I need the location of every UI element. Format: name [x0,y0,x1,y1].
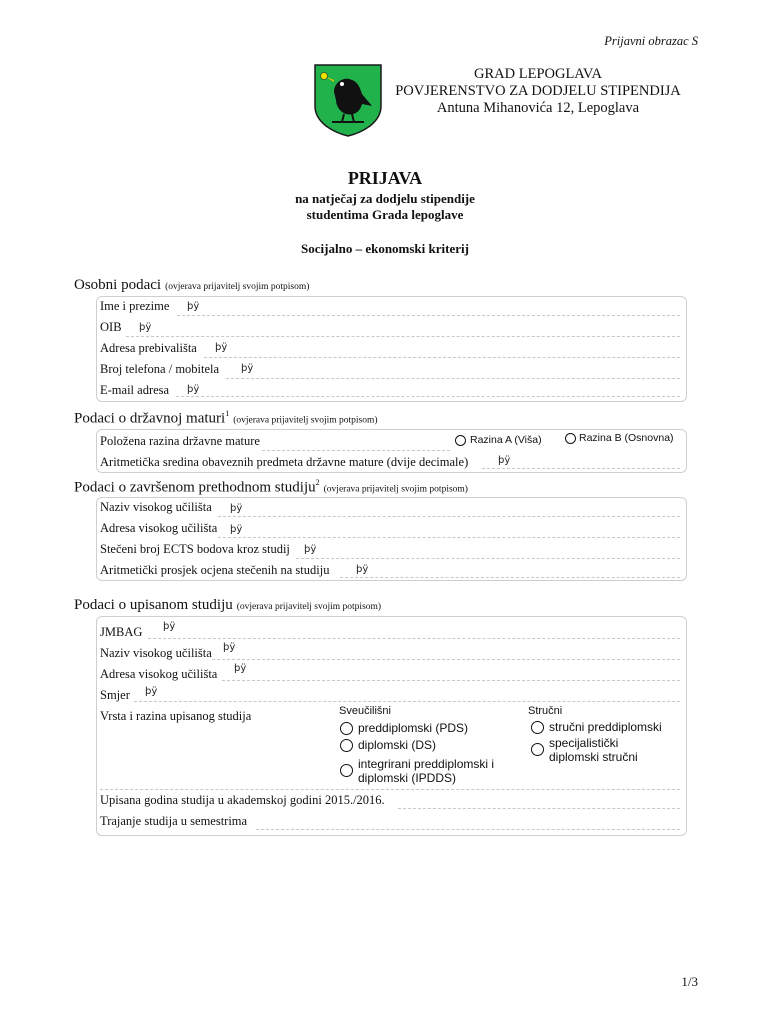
option-pds: preddiplomski (PDS) [358,721,469,735]
divider-line [100,789,680,790]
label-enrolled-year: Upisana godina studija u akademskoj godini 2015./2016. [100,793,385,807]
field-marker: þÿ [230,524,243,535]
subtitle-line-2: studentima Grada lepoglave [306,207,464,222]
section-matura-note: (ovjerava prijavitelj svojim potpisom) [233,415,378,426]
section-previous-title: Podaci o završenom prethodnom studiju [74,479,316,496]
label-email: E-mail adresa [100,383,170,397]
field-marker: þÿ [145,686,158,697]
heading-university: Sveučilišni [339,705,391,717]
field-marker: þÿ [215,342,228,353]
divider-line [262,450,450,451]
label-prev-average: Aritmetički prosjek ocjena stečenih na studiju [100,563,330,577]
input-oib[interactable] [126,336,680,337]
radio-ipdds[interactable] [340,764,353,777]
option-professional-specialist-line-1: specijalistički [549,736,619,750]
radio-level-a[interactable] [455,435,466,446]
heading-professional: Stručni [528,705,563,717]
criterion-title: Socijalno – ekonomski kriterij [301,241,469,256]
label-full-name: Ime i prezime [100,299,170,313]
radio-ds[interactable] [340,739,353,752]
page-number: 1/3 [681,974,698,989]
option-professional-specialist-line-2: diplomski stručni [549,750,638,764]
input-prev-average[interactable] [340,577,680,578]
section-previous-note: (ovjerava prijavitelj svojim potpisom) [323,484,468,495]
radio-pds[interactable] [340,722,353,735]
label-matura-level: Položena razina državne mature [100,434,260,448]
field-marker: þÿ [234,663,247,674]
input-email[interactable] [176,396,680,397]
input-prev-ects[interactable] [296,558,680,559]
section-personal-title: Osobni podaci [74,277,162,293]
input-phone[interactable] [226,378,680,379]
option-ipdds-line-1: integrirani preddiplomski i [358,757,495,771]
field-marker: þÿ [241,363,254,374]
input-prev-institution[interactable] [218,516,680,517]
input-enrolled-institution[interactable] [212,659,680,660]
input-enrolled-year[interactable] [398,808,680,809]
input-matura-average[interactable] [482,468,680,469]
option-professional-undergrad: stručni preddiplomski [549,720,662,734]
field-marker: þÿ [498,455,511,466]
field-marker: þÿ [223,642,236,653]
label-phone: Broj telefona / mobitela [100,362,220,376]
input-jmbag[interactable] [148,638,680,639]
section-enrolled-note: (ovjerava prijavitelj svojim potpisom) [236,602,382,612]
field-marker: þÿ [230,503,243,514]
label-prev-address: Adresa visokog učilišta [100,521,218,535]
section-matura-header [74,409,378,427]
section-previous-header [74,478,468,496]
label-prev-institution: Naziv visokog učilišta [100,500,212,514]
input-residence-address[interactable] [204,357,680,358]
subtitle-line-1: na natječaj za dodjelu stipendije [295,191,475,206]
input-enrolled-address[interactable] [222,680,680,681]
section-enrolled-title: Podaci o upisanom studiju [74,597,233,613]
input-prev-address[interactable] [218,537,680,538]
field-marker: þÿ [356,564,369,575]
footnote-marker: 2 [315,478,320,487]
field-marker: þÿ [187,384,200,395]
label-residence-address: Adresa prebivališta [100,341,197,355]
section-matura-title: Podaci o državnoj maturi [74,410,226,427]
label-enrolled-institution: Naziv visokog učilišta [100,646,212,660]
option-ds: diplomski (DS) [358,738,437,752]
radio-professional-undergrad[interactable] [531,721,544,734]
input-study-duration[interactable] [256,829,680,830]
label-enrolled-address: Adresa visokog učilišta [100,667,218,681]
footnote-marker: 1 [225,409,230,418]
field-marker: þÿ [139,322,152,333]
field-marker: þÿ [187,301,200,312]
section-enrolled-header [74,596,381,614]
field-marker: þÿ [163,621,176,632]
radio-professional-specialist[interactable] [531,743,544,756]
form-code: Prijavni obrazac S [604,34,698,48]
label-major: Smjer [100,688,130,702]
input-full-name[interactable] [177,315,680,316]
label-study-duration: Trajanje studija u semestrima [100,814,248,828]
label-matura-average: Aritmetička sredina obaveznih predmeta državne mature (dvije decimale) [100,455,469,469]
option-ipdds-line-2: diplomski (IPDDS) [358,771,457,785]
field-marker: þÿ [304,544,317,555]
option-level-a: Razina A (Viša) [470,434,542,446]
header-committee: POVJERENSTVO ZA DODJELU STIPENDIJA [395,83,681,99]
label-study-type: Vrsta i razina upisanog studija [100,709,252,723]
option-level-b: Razina B (Osnovna) [579,432,674,444]
section-personal-note: (ovjerava prijavitelj svojim potpisom) [165,282,310,292]
label-oib: OIB [100,320,122,334]
label-jmbag: JMBAG [100,625,143,639]
header-address: Antuna Mihanovića 12, Lepoglava [436,100,640,116]
input-major[interactable] [134,701,680,702]
section-personal-header [74,276,309,294]
radio-level-b[interactable] [565,433,576,444]
header-city: GRAD LEPOGLAVA [474,66,602,82]
coat-of-arms-logo [312,62,384,138]
label-prev-ects: Stečeni broj ECTS bodova kroz studij [100,542,290,556]
page-title: PRIJAVA [347,168,423,188]
